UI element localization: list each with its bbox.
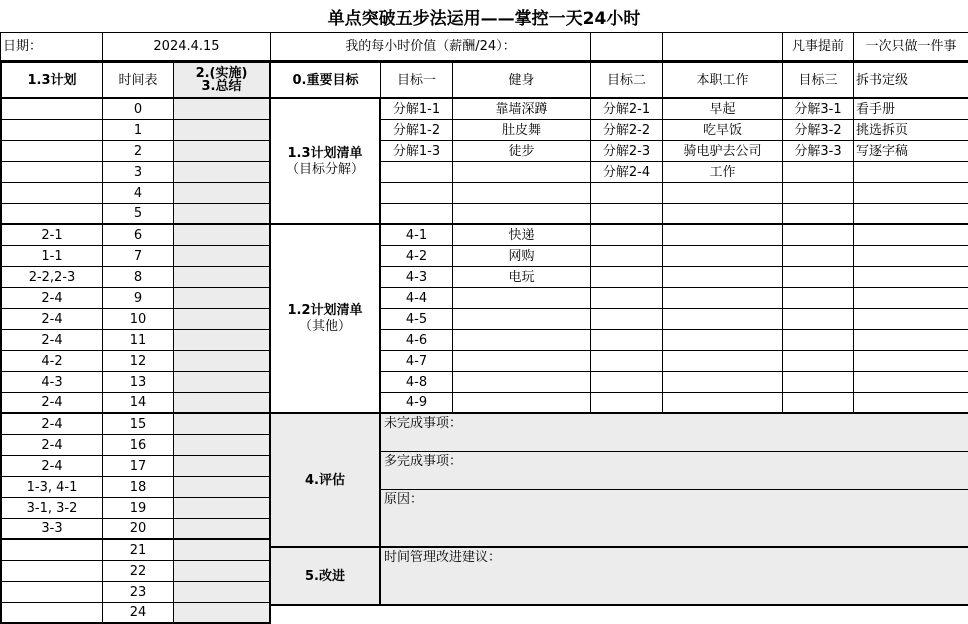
- plan-cell[interactable]: [0, 204, 103, 225]
- implementation-cell[interactable]: [174, 330, 271, 351]
- hour-cell: 23: [103, 582, 174, 603]
- section-13-label: [271, 99, 381, 225]
- plan-cell[interactable]: 3-3: [0, 519, 103, 540]
- implementation-cell[interactable]: [174, 414, 271, 435]
- plan-cell[interactable]: 2-4: [0, 288, 103, 309]
- other-blank-cell[interactable]: [663, 288, 783, 309]
- breakdown-task-cell[interactable]: [453, 183, 591, 204]
- hour-cell: 1: [103, 120, 174, 141]
- other-blank-cell[interactable]: [783, 330, 854, 351]
- breakdown-task-cell[interactable]: 骑电驴去公司: [663, 141, 783, 162]
- breakdown-code-cell[interactable]: [783, 162, 854, 183]
- hour-cell: 15: [103, 414, 174, 435]
- breakdown-code-cell[interactable]: [783, 204, 854, 225]
- plan-cell[interactable]: 2-4: [0, 393, 103, 414]
- other-code-cell[interactable]: 4-1: [381, 225, 453, 246]
- other-blank-cell[interactable]: [591, 246, 663, 267]
- other-blank-cell[interactable]: [663, 309, 783, 330]
- plan-cell[interactable]: 2-4: [0, 435, 103, 456]
- implementation-cell[interactable]: [174, 435, 271, 456]
- header-impl-line2: 3.总结: [201, 79, 242, 94]
- other-task-cell[interactable]: 电玩: [453, 267, 591, 288]
- plan-cell[interactable]: [0, 120, 103, 141]
- hour-cell: 17: [103, 456, 174, 477]
- hour-cell: 7: [103, 246, 174, 267]
- other-task-cell[interactable]: [453, 372, 591, 393]
- implementation-cell[interactable]: [174, 456, 271, 477]
- plan-cell[interactable]: [0, 540, 103, 561]
- breakdown-task-cell[interactable]: [854, 204, 968, 225]
- hour-cell: 12: [103, 351, 174, 372]
- other-blank-cell[interactable]: [663, 351, 783, 372]
- breakdown-task-cell[interactable]: 肚皮舞: [453, 120, 591, 141]
- breakdown-code-cell[interactable]: 分解1-2: [381, 120, 453, 141]
- implementation-cell[interactable]: [174, 183, 271, 204]
- implementation-cell[interactable]: [174, 162, 271, 183]
- other-blank-cell[interactable]: [663, 246, 783, 267]
- hourly-value-input[interactable]: [591, 33, 663, 61]
- other-blank-cell[interactable]: [591, 267, 663, 288]
- breakdown-task-cell[interactable]: 写逐字稿: [854, 141, 968, 162]
- breakdown-code-cell[interactable]: [381, 204, 453, 225]
- hour-cell: 6: [103, 225, 174, 246]
- implementation-cell[interactable]: [174, 582, 271, 603]
- other-blank-cell[interactable]: [591, 330, 663, 351]
- section-4-label: 4.评估: [271, 414, 381, 548]
- plan-cell[interactable]: [0, 141, 103, 162]
- breakdown-task-cell[interactable]: [854, 183, 968, 204]
- implementation-cell[interactable]: [174, 267, 271, 288]
- other-blank-cell[interactable]: [663, 267, 783, 288]
- plan-cell[interactable]: 3-1, 3-2: [0, 498, 103, 519]
- breakdown-task-cell[interactable]: 徒步: [453, 141, 591, 162]
- plan-cell[interactable]: [0, 582, 103, 603]
- other-blank-cell[interactable]: [663, 372, 783, 393]
- other-task-cell[interactable]: [453, 309, 591, 330]
- breakdown-code-cell[interactable]: 分解3-2: [783, 120, 854, 141]
- hour-cell: 19: [103, 498, 174, 519]
- breakdown-code-cell[interactable]: 分解2-3: [591, 141, 663, 162]
- breakdown-code-cell[interactable]: [591, 204, 663, 225]
- plan-cell[interactable]: 2-1: [0, 225, 103, 246]
- implementation-cell[interactable]: [174, 120, 271, 141]
- plan-cell[interactable]: [0, 561, 103, 582]
- implementation-cell[interactable]: [174, 393, 271, 414]
- implementation-cell[interactable]: [174, 141, 271, 162]
- other-blank-cell[interactable]: [783, 393, 854, 414]
- header-goal2-name: 本职工作: [663, 61, 783, 99]
- hour-cell: 16: [103, 435, 174, 456]
- other-task-cell[interactable]: [453, 330, 591, 351]
- implementation-cell[interactable]: [174, 498, 271, 519]
- implementation-cell[interactable]: [174, 288, 271, 309]
- hour-cell: 4: [103, 183, 174, 204]
- implementation-cell[interactable]: [174, 99, 271, 120]
- breakdown-code-cell[interactable]: 分解2-2: [591, 120, 663, 141]
- plan-cell[interactable]: 1-1: [0, 246, 103, 267]
- implementation-cell[interactable]: [174, 540, 271, 561]
- other-blank-cell[interactable]: [854, 372, 968, 393]
- breakdown-task-cell[interactable]: 吃早饭: [663, 120, 783, 141]
- hour-cell: 9: [103, 288, 174, 309]
- other-blank-cell[interactable]: [854, 330, 968, 351]
- plan-cell[interactable]: [0, 99, 103, 120]
- other-blank-cell[interactable]: [591, 309, 663, 330]
- section-12-subtitle: （其他）: [298, 319, 351, 334]
- breakdown-task-cell[interactable]: [663, 204, 783, 225]
- other-code-cell[interactable]: 4-3: [381, 267, 453, 288]
- implementation-cell[interactable]: [174, 603, 271, 624]
- section-12-label: [271, 225, 381, 414]
- other-blank-cell[interactable]: [663, 393, 783, 414]
- breakdown-code-cell[interactable]: [381, 162, 453, 183]
- header-goal1-name: 健身: [453, 61, 591, 99]
- other-task-cell[interactable]: 快递: [453, 225, 591, 246]
- implementation-cell[interactable]: [174, 225, 271, 246]
- other-blank-cell[interactable]: [591, 372, 663, 393]
- header-implementation: [174, 61, 271, 99]
- breakdown-code-cell[interactable]: 分解3-3: [783, 141, 854, 162]
- implementation-cell[interactable]: [174, 246, 271, 267]
- other-task-cell[interactable]: [453, 288, 591, 309]
- header-goal3: 目标三: [783, 61, 854, 99]
- hour-cell: 14: [103, 393, 174, 414]
- sheet-title: 单点突破五步法运用——掌控一天24小时: [0, 0, 968, 33]
- other-blank-cell[interactable]: [783, 267, 854, 288]
- motto-1: 凡事提前: [783, 33, 854, 61]
- plan-cell[interactable]: 2-4: [0, 414, 103, 435]
- hour-cell: 18: [103, 477, 174, 498]
- breakdown-task-cell[interactable]: [453, 162, 591, 183]
- other-blank-cell[interactable]: [591, 393, 663, 414]
- other-blank-cell[interactable]: [854, 393, 968, 414]
- plan-cell[interactable]: [0, 603, 103, 624]
- other-blank-cell[interactable]: [854, 351, 968, 372]
- breakdown-code-cell[interactable]: [591, 183, 663, 204]
- header-goal2: 目标二: [591, 61, 663, 99]
- other-code-cell[interactable]: 4-5: [381, 309, 453, 330]
- hourly-value-label: 我的每小时价值（薪酬/24）：: [271, 33, 591, 61]
- other-blank-cell[interactable]: [591, 225, 663, 246]
- header-goal: 0.重要目标: [271, 61, 381, 99]
- other-code-cell[interactable]: 4-9: [381, 393, 453, 414]
- reason-field[interactable]: 原因：: [381, 490, 968, 548]
- breakdown-code-cell[interactable]: 分解2-4: [591, 162, 663, 183]
- other-blank-cell[interactable]: [854, 246, 968, 267]
- breakdown-task-cell[interactable]: 靠墙深蹲: [453, 99, 591, 120]
- other-blank-cell[interactable]: [783, 372, 854, 393]
- breakdown-code-cell[interactable]: [783, 183, 854, 204]
- breakdown-task-cell[interactable]: [854, 162, 968, 183]
- implementation-cell[interactable]: [174, 477, 271, 498]
- other-task-cell[interactable]: 网购: [453, 246, 591, 267]
- hour-cell: 5: [103, 204, 174, 225]
- improvement-suggestion-field[interactable]: 时间管理改进建议：: [381, 548, 968, 606]
- hourly-value-extra[interactable]: [663, 33, 783, 61]
- other-blank-cell[interactable]: [783, 225, 854, 246]
- hour-cell: 11: [103, 330, 174, 351]
- implementation-cell[interactable]: [174, 309, 271, 330]
- other-blank-cell[interactable]: [783, 288, 854, 309]
- plan-cell[interactable]: 2-2,2-3: [0, 267, 103, 288]
- breakdown-code-cell[interactable]: 分解1-3: [381, 141, 453, 162]
- hour-cell: 2: [103, 141, 174, 162]
- plan-cell[interactable]: 4-3: [0, 372, 103, 393]
- other-task-cell[interactable]: [453, 351, 591, 372]
- header-timetable: 时间表: [103, 61, 174, 99]
- implementation-cell[interactable]: [174, 519, 271, 540]
- date-label: 日期：: [0, 33, 103, 61]
- breakdown-code-cell[interactable]: 分解3-1: [783, 99, 854, 120]
- other-blank-cell[interactable]: [783, 246, 854, 267]
- other-blank-cell[interactable]: [854, 309, 968, 330]
- breakdown-task-cell[interactable]: [663, 183, 783, 204]
- breakdown-code-cell[interactable]: [381, 183, 453, 204]
- other-code-cell[interactable]: 4-6: [381, 330, 453, 351]
- breakdown-task-cell[interactable]: 看手册: [854, 99, 968, 120]
- breakdown-task-cell[interactable]: [453, 204, 591, 225]
- hour-cell: 24: [103, 603, 174, 624]
- overdone-items-field[interactable]: 多完成事项：: [381, 452, 968, 490]
- hour-cell: 22: [103, 561, 174, 582]
- plan-cell[interactable]: 1-3, 4-1: [0, 477, 103, 498]
- section-5-label: 5.改进: [271, 548, 381, 606]
- other-task-cell[interactable]: [453, 393, 591, 414]
- breakdown-code-cell[interactable]: 分解1-1: [381, 99, 453, 120]
- section-13-subtitle: （目标分解）: [285, 161, 364, 177]
- motto-2: 一次只做一件事: [854, 33, 968, 61]
- plan-cell[interactable]: 2-4: [0, 456, 103, 477]
- plan-cell[interactable]: 2-4: [0, 309, 103, 330]
- other-code-cell[interactable]: 4-7: [381, 351, 453, 372]
- section-12-title: 1.2计划清单: [287, 303, 363, 318]
- plan-cell[interactable]: 2-4: [0, 330, 103, 351]
- other-blank-cell[interactable]: [663, 225, 783, 246]
- hour-cell: 13: [103, 372, 174, 393]
- breakdown-task-cell[interactable]: 早起: [663, 99, 783, 120]
- other-blank-cell[interactable]: [591, 288, 663, 309]
- hour-cell: 21: [103, 540, 174, 561]
- other-blank-cell[interactable]: [783, 351, 854, 372]
- header-impl-line1: 2.(实施): [195, 66, 248, 81]
- header-goal1: 目标一: [381, 61, 453, 99]
- section-13-title: 1.3计划清单: [287, 145, 363, 161]
- date-value[interactable]: 2024.4.15: [103, 33, 271, 61]
- breakdown-task-cell[interactable]: 工作: [663, 162, 783, 183]
- header-goal3-name: 拆书定级: [854, 61, 968, 99]
- other-blank-cell[interactable]: [783, 309, 854, 330]
- hour-cell: 0: [103, 99, 174, 120]
- unfinished-items-field[interactable]: 未完成事项：: [381, 414, 968, 452]
- other-code-cell[interactable]: 4-2: [381, 246, 453, 267]
- plan-cell[interactable]: 4-2: [0, 351, 103, 372]
- breakdown-task-cell[interactable]: 挑选拆页: [854, 120, 968, 141]
- hour-cell: 20: [103, 519, 174, 540]
- hour-cell: 10: [103, 309, 174, 330]
- other-blank-cell[interactable]: [854, 225, 968, 246]
- other-code-cell[interactable]: 4-8: [381, 372, 453, 393]
- plan-cell[interactable]: [0, 183, 103, 204]
- breakdown-code-cell[interactable]: 分解2-1: [591, 99, 663, 120]
- implementation-cell[interactable]: [174, 204, 271, 225]
- other-blank-cell[interactable]: [854, 267, 968, 288]
- other-code-cell[interactable]: 4-4: [381, 288, 453, 309]
- other-blank-cell[interactable]: [591, 351, 663, 372]
- other-blank-cell[interactable]: [854, 288, 968, 309]
- hour-cell: 8: [103, 267, 174, 288]
- implementation-cell[interactable]: [174, 351, 271, 372]
- plan-cell[interactable]: [0, 162, 103, 183]
- implementation-cell[interactable]: [174, 372, 271, 393]
- hour-cell: 3: [103, 162, 174, 183]
- header-plan: 1.3计划: [0, 61, 103, 99]
- implementation-cell[interactable]: [174, 561, 271, 582]
- other-blank-cell[interactable]: [663, 330, 783, 351]
